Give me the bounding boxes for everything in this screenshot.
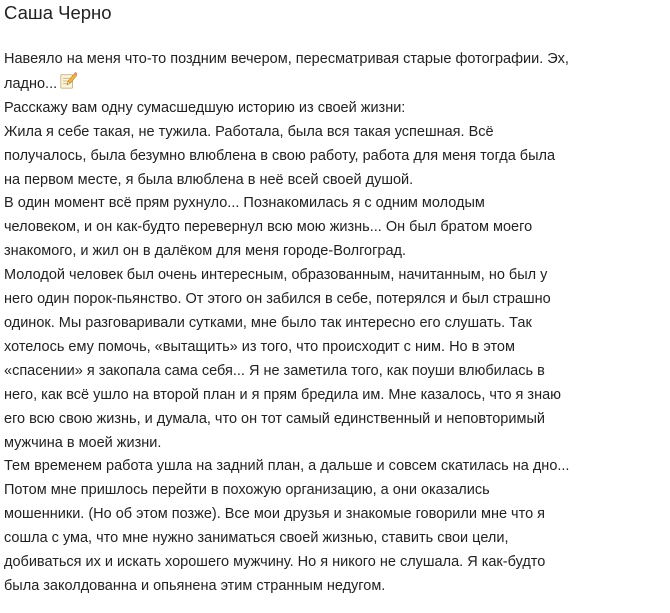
- text-line-content: на первом месте, я была влюблена в неё всей своей душой.: [4, 171, 414, 188]
- text-line-content: мужчина в моей жизни.: [4, 434, 162, 451]
- blank-line: [4, 25, 668, 48]
- text-line: [4, 551, 668, 575]
- text-line-content: мошенники. (Но об этом позже). Все мои друзья и знакомые говорили мне что я: [4, 506, 546, 523]
- text-line-content: В один момент всё прям рухнуло... Познакомилась я с одним молодым: [4, 195, 485, 212]
- text-line-content: его всю свою жизнь, и думала, что он тот самый единственный и неповторимый: [4, 410, 545, 427]
- paragraph: [4, 48, 668, 97]
- text-line: [4, 240, 668, 264]
- text-line-content: хотелось ему помочь, «вытащить» из того, что происходит с ним. Но в этом: [4, 338, 515, 355]
- story-text: [4, 48, 668, 599]
- text-line: [4, 432, 668, 456]
- text-line: [4, 121, 668, 145]
- text-line: [4, 216, 668, 240]
- text-line: [4, 192, 668, 216]
- text-line-content: «спасении» я закопала сама себя... Я не заметила того, как поуши влюбилась в: [4, 362, 545, 379]
- text-line-content: Потом мне пришлось перейти в похожую организацию, а они оказались: [4, 482, 490, 499]
- text-line: [4, 145, 668, 169]
- text-line-content: Жила я себе такая, не тужила. Работала, была вся такая успешная. Всё: [4, 123, 494, 140]
- text-line: [4, 264, 668, 288]
- document: [4, 0, 668, 599]
- text-line-content: Тем временем работа ушла на задний план, а дальше и совсем скатилась на дно...: [4, 458, 570, 475]
- text-line-content: знакомого, и жил он в далёком для меня городе-Волгоград.: [4, 243, 407, 260]
- paragraph: [4, 264, 668, 455]
- text-line: [4, 455, 668, 479]
- text-line: [4, 288, 668, 312]
- text-line-content: получалось, была безумно влюблена в свою работу, работа для меня тогда была: [4, 147, 556, 164]
- text-line-content: Навеяло на меня что-то поздним вечером, пересматривая старые фотографии. Эх,: [4, 51, 569, 67]
- paragraph: [4, 479, 668, 599]
- text-line-content: сошла с ума, что мне нужно заниматься своей жизнью, ставить свои цели,: [4, 530, 509, 547]
- text-line: [4, 575, 668, 599]
- text-line-content: добиваться их и искать хорошего мужчину. Но я никого не слушала. Я как-будто: [4, 554, 546, 571]
- text-line: [4, 384, 668, 408]
- text-line: [4, 360, 668, 384]
- text-line-content: него, как всё ушло на второй план и я прям бредила им. Мне казалось, что я знаю: [4, 386, 562, 403]
- author-name: Саша Черно: [4, 2, 112, 23]
- paragraph: [4, 192, 668, 264]
- text-line-content: ладно...: [4, 75, 58, 92]
- paragraph: [4, 455, 668, 479]
- text-line: [4, 97, 668, 121]
- paragraph: [4, 97, 668, 121]
- text-line: [4, 408, 668, 432]
- text-line: [4, 48, 668, 72]
- text-line: [4, 336, 668, 360]
- text-line-content: Молодой человек был очень интересным, образованным, начитанным, но был у: [4, 267, 548, 284]
- text-line-content: человеком, и он как-будто перевернул всю мою жизнь... Он был братом моего: [4, 219, 533, 236]
- text-line: [4, 527, 668, 551]
- text-line-content: Расскажу вам одну сумасшедшую историю из своей жизни:: [4, 99, 406, 116]
- text-line: [4, 169, 668, 193]
- text-line: [4, 312, 668, 336]
- text-line: [4, 72, 668, 97]
- text-line: [4, 503, 668, 527]
- paragraph: [4, 121, 668, 193]
- text-line-content: одинок. Мы разговаривали сутками, мне было так интересно его слушать. Так: [4, 314, 532, 331]
- text-line: [4, 479, 668, 503]
- text-line-content: него один порок-пьянство. От этого он забился в себе, потерялся и был страшно: [4, 291, 551, 308]
- text-line-content: была заколдованна и опьянена этим странным недугом.: [4, 577, 386, 594]
- memo-pencil-icon: [59, 72, 77, 90]
